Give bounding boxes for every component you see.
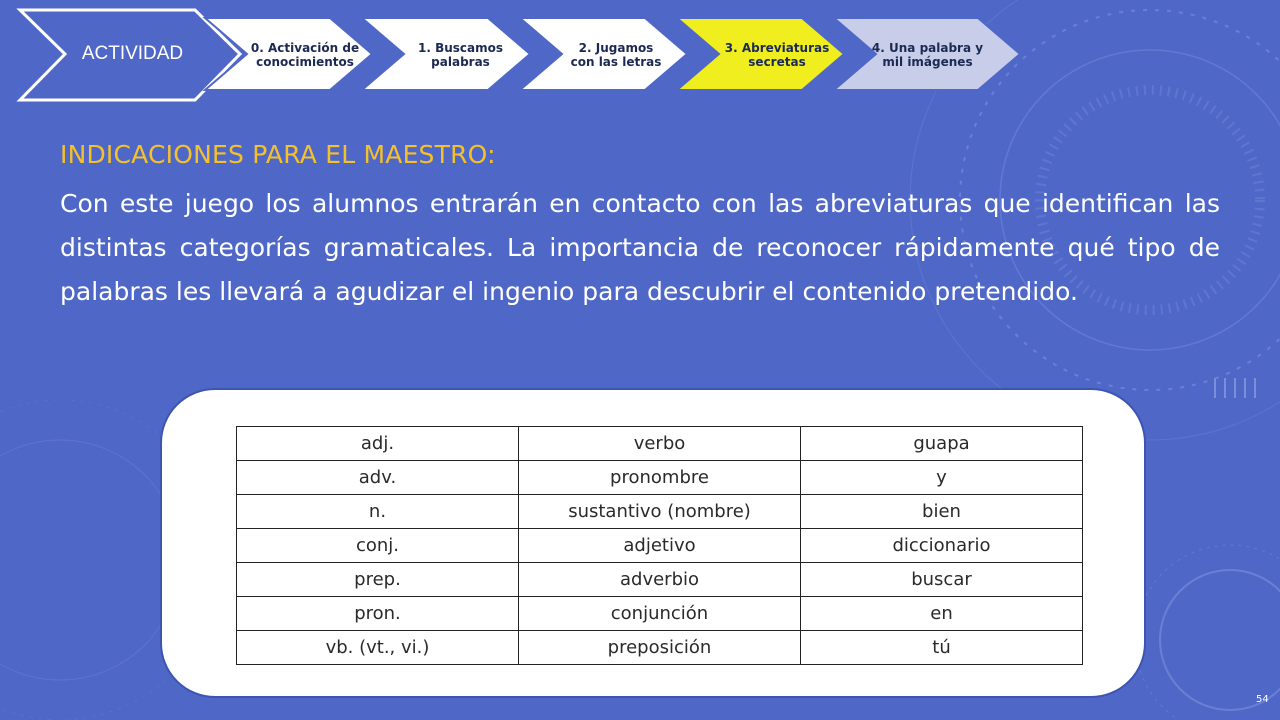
table-cell: verbo — [519, 427, 801, 461]
abbreviations-table — [236, 426, 1083, 665]
table-cell: y — [801, 461, 1083, 495]
table-cell: n. — [237, 495, 519, 529]
teacher-instructions-heading: INDICACIONES PARA EL MAESTRO: — [60, 140, 496, 169]
page-number: 54 — [1256, 694, 1269, 705]
table-row — [237, 461, 1083, 495]
table-row — [237, 563, 1083, 597]
nav-activity-title: ACTIVIDAD — [81, 43, 184, 64]
table-cell: adjetivo — [519, 529, 801, 563]
table-cell: tú — [801, 631, 1083, 665]
table-cell: prep. — [237, 563, 519, 597]
table-row — [237, 597, 1083, 631]
table-cell: diccionario — [801, 529, 1083, 563]
table-cell: pron. — [237, 597, 519, 631]
table-row — [237, 529, 1083, 563]
table-cell: bien — [801, 495, 1083, 529]
table-cell: pronombre — [519, 461, 801, 495]
table-cell: guapa — [801, 427, 1083, 461]
table-cell: preposición — [519, 631, 801, 665]
table-cell: vb. (vt., vi.) — [237, 631, 519, 665]
table-row — [237, 631, 1083, 665]
table-cell: conjunción — [519, 597, 801, 631]
table-cell: sustantivo (nombre) — [519, 495, 801, 529]
table-cell: en — [801, 597, 1083, 631]
nav-step-4[interactable]: 4. Una palabra y mil imágenes — [871, 41, 984, 69]
nav-step-3-active[interactable]: 3. Abreviaturas secretas — [724, 41, 830, 69]
nav-step-0[interactable]: 0. Activación de conocimientos — [250, 41, 360, 69]
table-cell: conj. — [237, 529, 519, 563]
instructions-paragraph: Con este juego los alumnos entrarán en contacto con las abreviaturas que identifican las distintas categorías gramaticales. La importancia de reconocer rápidamente qué tipo de palabras les llevará a agudizar el ingenio para descubrir el contenido pretendido. — [60, 189, 1220, 306]
table-row — [237, 495, 1083, 529]
nav-step-1[interactable]: 1. Buscamos palabras — [417, 41, 504, 69]
nav-step-2[interactable]: 2. Jugamos con las letras — [570, 41, 662, 69]
table-cell: adv. — [237, 461, 519, 495]
table-cell: adj. — [237, 427, 519, 461]
table-cell: buscar — [801, 563, 1083, 597]
table-cell: adverbio — [519, 563, 801, 597]
table-row — [237, 427, 1083, 461]
